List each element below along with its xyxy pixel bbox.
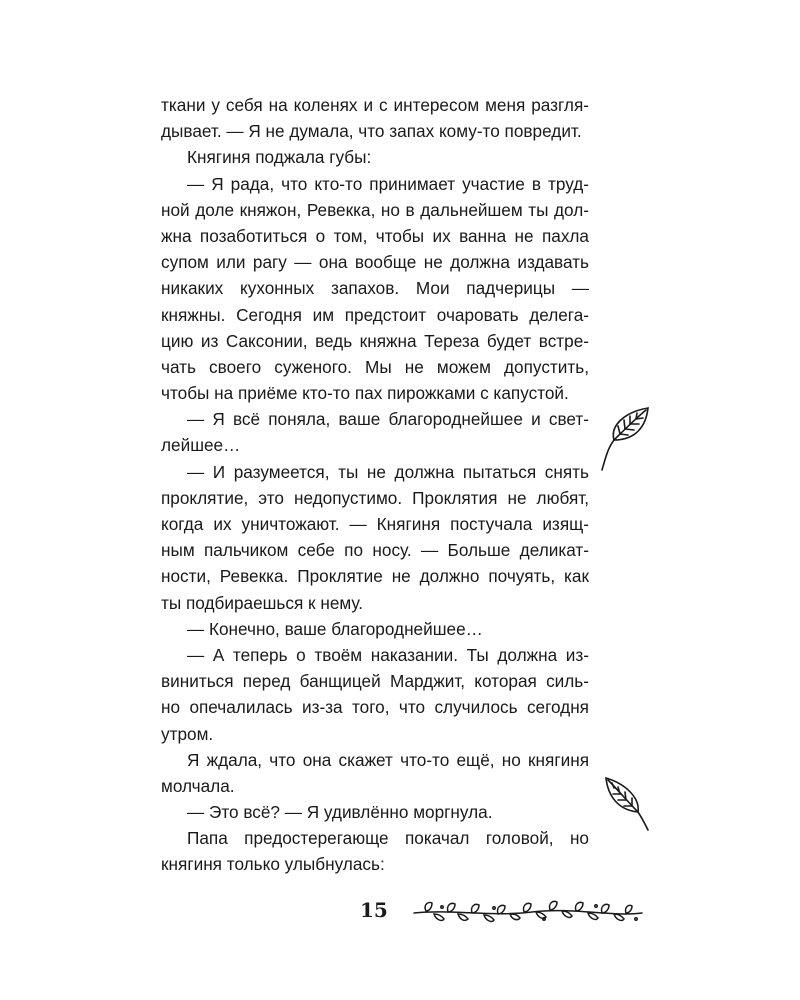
text-line: Княгиня поджала губы:: [187, 147, 372, 168]
text-line: супом или рагу — она вообще не должна издавать: [161, 252, 589, 273]
text-line: — Это всё? — Я удивлённо моргнула.: [187, 802, 493, 823]
text-line: — Я рада, что кто-то принимает участие в труд-: [187, 173, 589, 194]
text-line: княжны. Сегодня им предстоит очаровать делега-: [161, 304, 589, 325]
text-line: когда их уничтожают. — Княгиня постучала изящ-: [161, 514, 589, 534]
text-line: утром.: [161, 723, 214, 744]
text-line: дывает. — Я не думала, что запах кому-то повредит.: [161, 121, 582, 142]
text-line: цию из Саксонии, ведь княжна Тереза будет встре-: [161, 330, 589, 351]
text-line: — А теперь о твоём наказании. Ты должна из-: [187, 644, 589, 665]
text-line: ной доле княжон, Ревекка, но в дальнейшем ты дол-: [161, 199, 589, 220]
text-line: лейшее…: [161, 435, 241, 456]
text-line: виниться перед банщицей Марджит, которая силь-: [161, 671, 589, 692]
text-line: проклятие, это недопустимо. Проклятия не любят,: [161, 487, 589, 508]
text-line: — И разумеется, ты не должна пытаться снять: [187, 461, 589, 482]
text-line: чать своего суженого. Мы не можем допустить,: [161, 356, 589, 377]
text-line: ткани у себя на коленях и с интересом меня разгля-: [161, 95, 589, 115]
text-line: — Я всё поняла, ваше благороднейшее и свет-: [187, 409, 589, 430]
text-line: молчала.: [161, 775, 235, 796]
body-text: [161, 92, 589, 878]
text-line: ным пальчиком себе по носу. — Больше деликат-: [161, 540, 589, 561]
leaf-ornament-icon: [596, 404, 654, 474]
page-number: 15: [360, 898, 388, 922]
vine-ornament-icon: [412, 895, 644, 929]
text-line: но опечалилась из-за того, что случилось сегодня: [161, 697, 589, 718]
text-line: Папа предостерегающе покачал головой, но: [187, 828, 589, 849]
text-line: никаких кухонных запахов. Мои падчерицы —: [161, 278, 589, 299]
text-line: Я ждала, что она скажет что-то ещё, но княгиня: [187, 749, 589, 770]
text-line: ности, Ревекка. Проклятие не должно почуять, как: [161, 566, 589, 587]
text-line: княгиня только улыбнулась:: [161, 854, 385, 875]
leaf-ornament-icon: [602, 772, 654, 834]
text-line: — Конечно, ваше благороднейшее…: [187, 618, 483, 639]
text-line: чтобы на приёме кто-то пах пирожками с капустой.: [161, 383, 569, 404]
text-line: жна позаботиться о том, чтобы их ванна не пахла: [161, 225, 589, 246]
text-line: ты подбираешься к нему.: [161, 592, 364, 613]
